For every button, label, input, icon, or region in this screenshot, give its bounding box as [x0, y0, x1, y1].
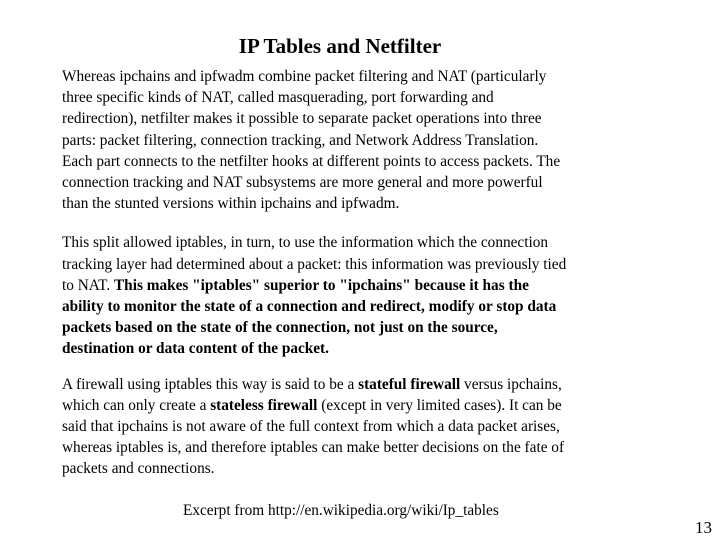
text-line: three specific kinds of NAT, called masquerading, port forwarding and	[62, 89, 494, 107]
slide-title: IP Tables and Netfilter	[238, 34, 442, 58]
text-line: parts: packet filtering, connection tracking, and Network Address Translation.	[62, 131, 539, 149]
paragraph-iptables-advantage	[62, 232, 662, 359]
plain-text: to NAT.	[62, 276, 114, 294]
plain-text: versus ipchains,	[460, 375, 562, 393]
text-line: Each part connects to the netfilter hooks at different points to access packets. The	[62, 152, 561, 170]
text-line	[62, 395, 662, 416]
emphasis-text: This makes "iptables" superior to "ipchains" because it has the	[113, 276, 529, 294]
text-line: than the stunted versions within ipchains and ipfwadm.	[62, 195, 400, 213]
text-line: whereas iptables is, and therefore iptables can make better decisions on the fate of	[62, 439, 565, 457]
text-line: redirection), netfilter makes it possible to separate packet operations into three	[62, 110, 542, 128]
source-caption: Excerpt from http://en.wikipedia.org/wiki/Ip_tables	[183, 502, 499, 519]
emphasis-line: destination or data content of the packet.	[62, 340, 329, 358]
text-line	[62, 275, 662, 296]
plain-text: which can only create a	[62, 396, 211, 414]
text-line	[62, 374, 662, 395]
text-line: connection tracking and NAT subsystems are more general and more powerful	[62, 174, 543, 192]
paragraph-netfilter-overview	[62, 66, 662, 214]
text-line: said that ipchains is not aware of the full context from which a data packet arises,	[62, 418, 560, 436]
page-number: 13	[695, 518, 712, 537]
term-stateful-firewall: stateful firewall	[358, 375, 461, 393]
plain-text: (except in very limited cases). It can be	[317, 396, 562, 414]
term-stateless-firewall: stateless firewall	[210, 396, 318, 414]
plain-text: A firewall using iptables this way is said to be a	[62, 375, 359, 393]
text-line: tracking layer had determined about a packet: this information was previously tied	[62, 255, 567, 273]
emphasis-line: ability to monitor the state of a connection and redirect, modify or stop data	[62, 298, 557, 316]
paragraph-stateful-firewall	[62, 374, 662, 480]
emphasis-line: packets based on the state of the connection, not just on the source,	[62, 319, 498, 337]
text-line: Whereas ipchains and ipfwadm combine packet filtering and NAT (particularly	[62, 68, 547, 85]
text-line: packets and connections.	[62, 460, 215, 478]
text-line: This split allowed iptables, in turn, to use the information which the connection	[62, 234, 549, 252]
slide-body	[62, 66, 662, 480]
